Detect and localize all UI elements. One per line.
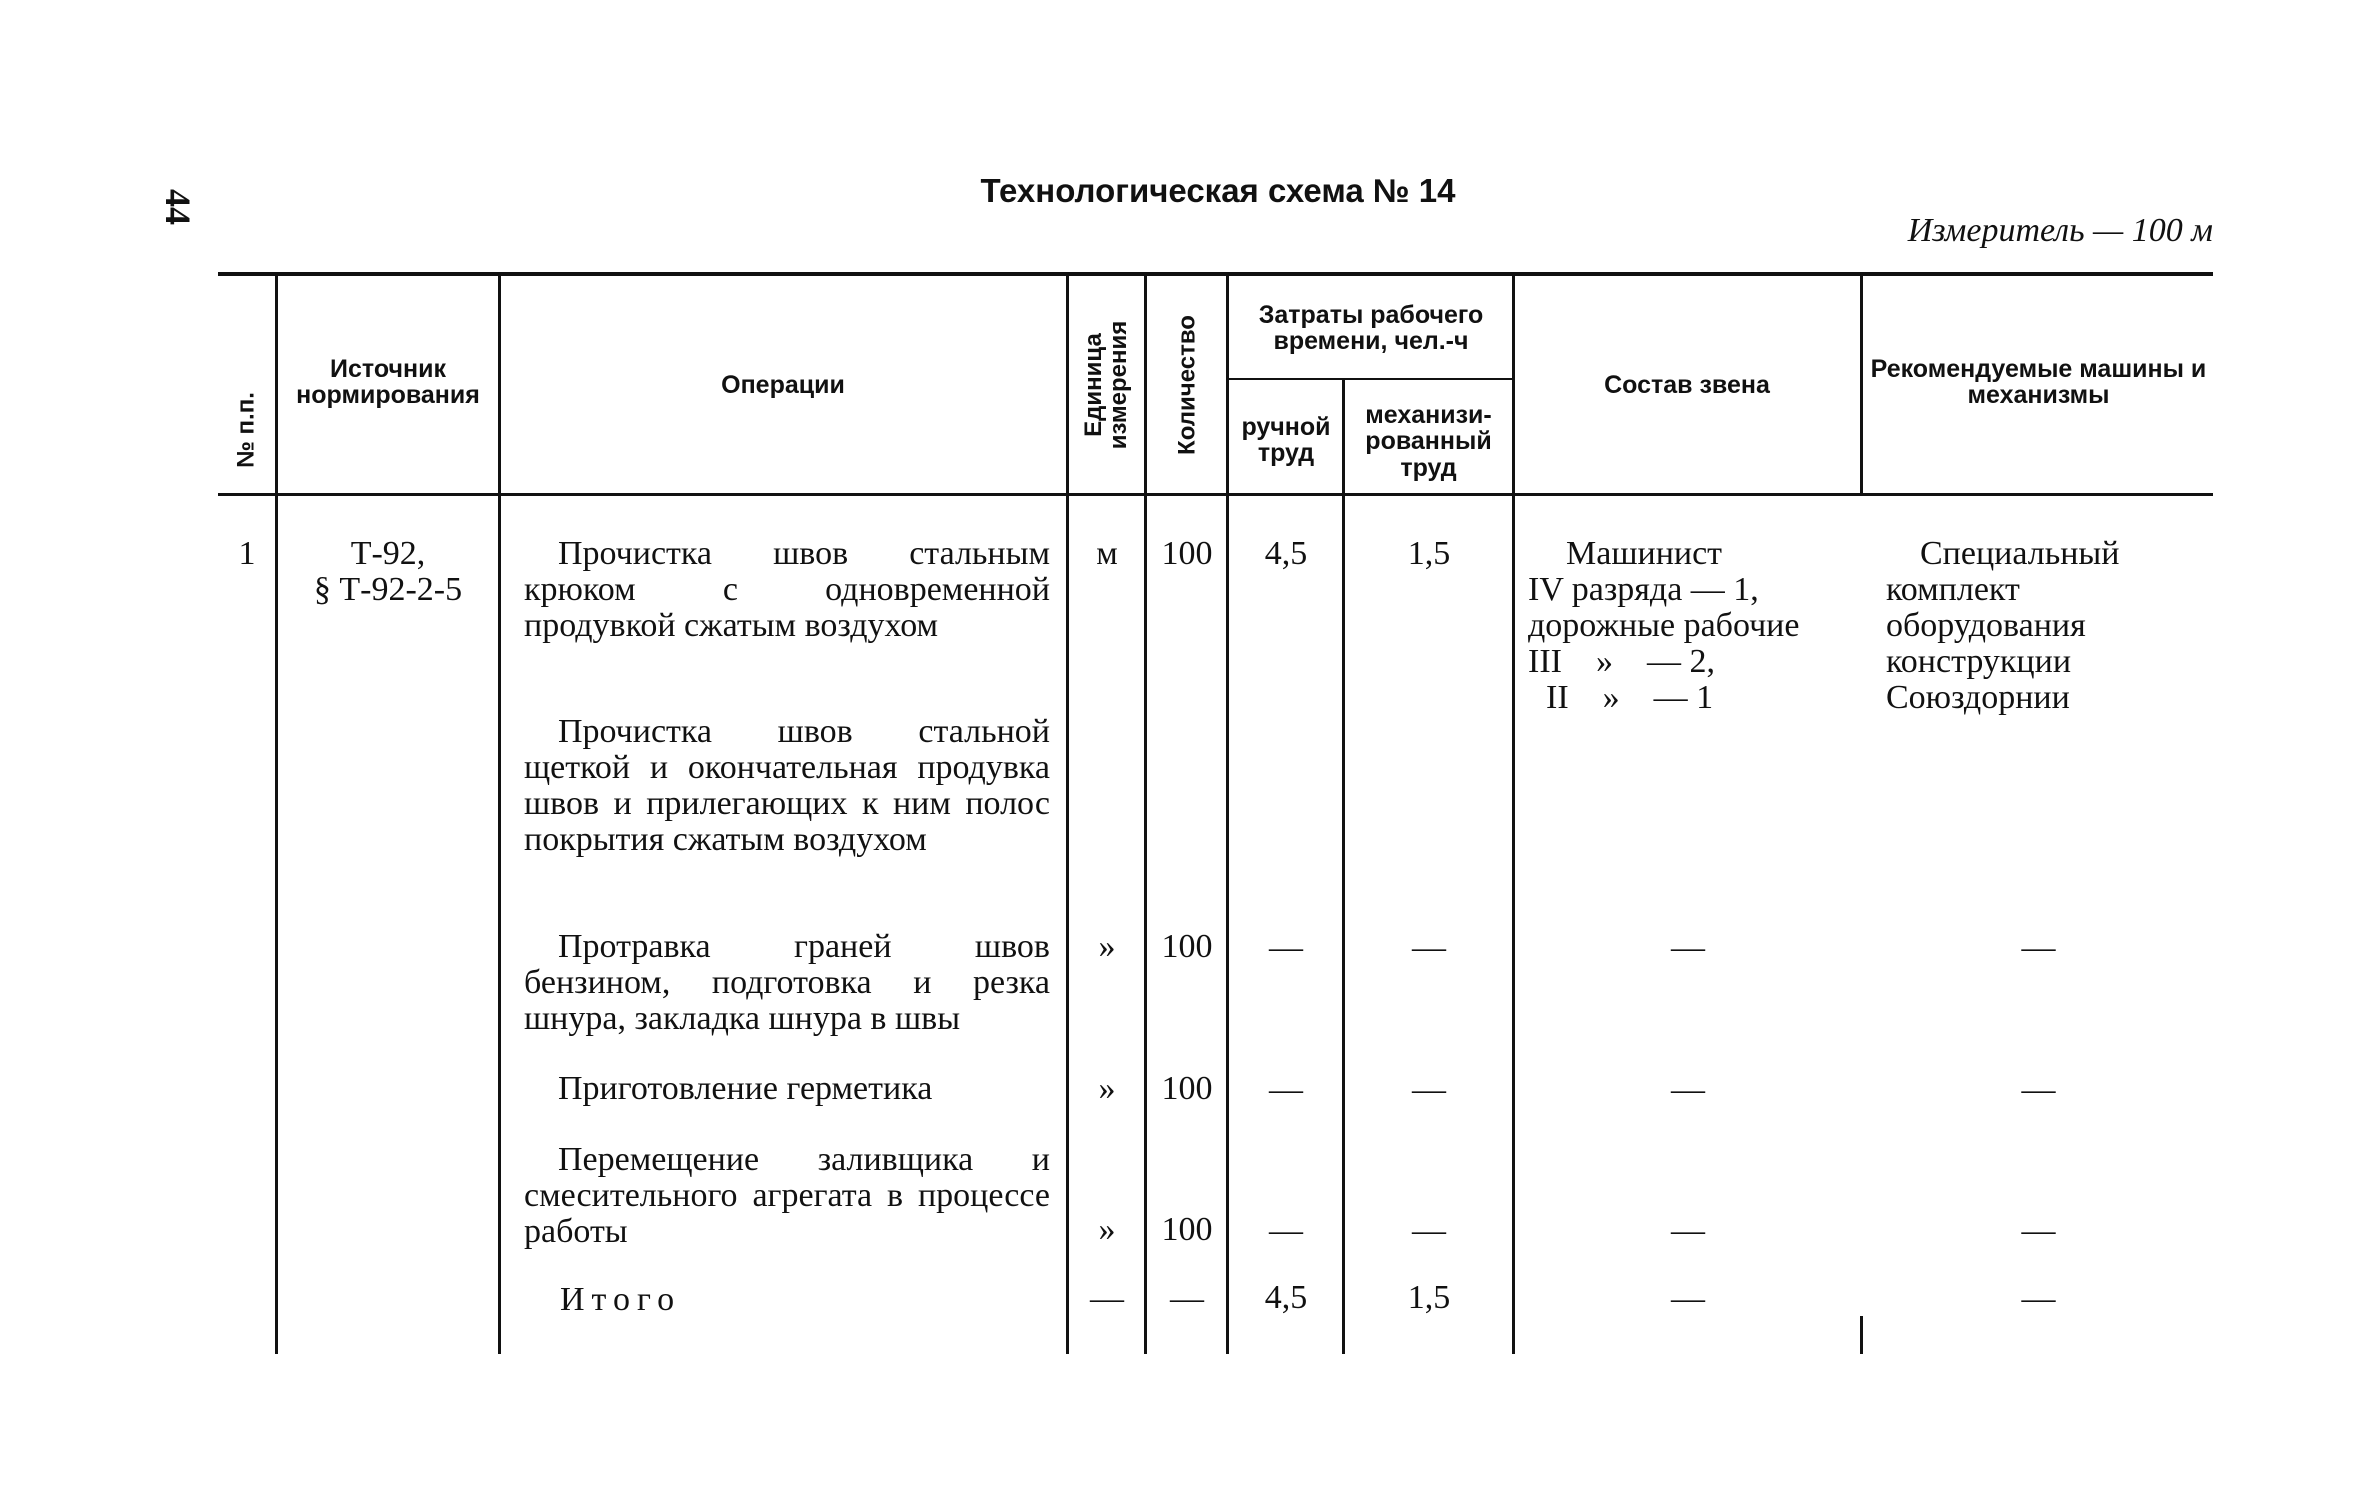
quantity-value: 100 [1161, 1070, 1213, 1107]
operation-text: Приготовление герметика [558, 1070, 933, 1107]
manual-labor-value: — [1269, 1071, 1303, 1108]
header-crew: Состав звена [1604, 371, 1770, 399]
crew-value: — [1671, 929, 1705, 966]
source-line2: § Т-92-2-5 [313, 571, 463, 608]
total-crew: — [1671, 1280, 1705, 1317]
time-costs-rule [1228, 378, 1512, 380]
col-divider [1860, 1316, 1863, 1354]
manual-labor-value: — [1269, 929, 1303, 966]
page-title: Технологическая схема № 14 [980, 172, 1456, 209]
header-num: № п.п. [232, 392, 260, 468]
mechanized-labor-value: — [1412, 1071, 1446, 1108]
operation-text: Перемещение заливщика и смесительного агрегата в процессе работы [524, 1141, 1050, 1250]
row-number: 1 [238, 535, 256, 572]
operation-text: Протравка граней швов бензином, подготовка и резка шнура, закладка шнура в швы [524, 928, 1050, 1037]
col-divider [275, 276, 278, 1354]
header-time-costs: Затраты рабочего времени, чел.-ч [1258, 301, 1484, 356]
unit-value: » [1098, 928, 1116, 965]
unit-value: » [1098, 1211, 1116, 1248]
header-unit: Единица измерения [1079, 320, 1132, 450]
col-divider [1512, 276, 1515, 1354]
machines-value: — [2021, 1071, 2056, 1108]
crew-line: дорожные рабочие [1528, 607, 1800, 644]
col-divider [1860, 276, 1863, 496]
crew-line: III » — 2, [1528, 643, 1715, 680]
mechanized-labor-value: 1,5 [1407, 535, 1451, 572]
header-machines: Рекомендуемые машины и механизмы [1870, 355, 2207, 410]
mechanized-labor-value: — [1412, 1212, 1446, 1249]
unit-value: » [1098, 1070, 1116, 1107]
col-divider [1066, 276, 1069, 1354]
total-quantity: — [1170, 1280, 1204, 1317]
col-divider [1144, 276, 1147, 1354]
quantity-value: 100 [1161, 928, 1213, 965]
machines-text: Специальный комплект оборудования конструкции Союздорнии [1886, 535, 2120, 716]
mechanized-labor-value: — [1412, 929, 1446, 966]
crew-line: IV разряда — 1, [1528, 571, 1759, 608]
col-divider [1342, 380, 1345, 1354]
manual-labor-value: — [1269, 1212, 1303, 1249]
operation-text: Прочистка швов стальным крюком с одновременной продувкой сжатым воздухом [524, 535, 1050, 644]
header-mechanized: механизированный труд [1365, 401, 1492, 482]
operation-text: Прочистка швов стальной щеткой и окончательная продувка швов и прилегающих к ним полос покрытия сжатым воздухом [524, 713, 1050, 858]
crew-line: Машинист [1566, 535, 1723, 572]
crew-line: II » — 1 [1546, 679, 1714, 716]
quantity-value: 100 [1161, 535, 1213, 572]
total-unit: — [1090, 1280, 1124, 1317]
header-bottom-rule [218, 493, 2213, 496]
source-line1: Т-92, [350, 535, 426, 572]
crew-value: — [1671, 1071, 1705, 1108]
col-divider [498, 276, 501, 1354]
total-label: Итого [560, 1281, 682, 1318]
header-quantity: Количество [1173, 315, 1201, 455]
crew-value: — [1671, 1212, 1705, 1249]
total-machines: — [2021, 1280, 2056, 1317]
total-manual: 4,5 [1264, 1279, 1308, 1316]
table-top-rule [218, 272, 2213, 276]
machines-value: — [2021, 929, 2056, 966]
machines-value: — [2021, 1212, 2056, 1249]
page-number: 44 [158, 189, 198, 225]
quantity-value: 100 [1161, 1211, 1213, 1248]
total-mechanized: 1,5 [1407, 1279, 1451, 1316]
header-operations: Операции [721, 371, 845, 399]
header-source: Источник нормирования [296, 355, 480, 410]
header-manual: ручной труд [1241, 413, 1331, 468]
manual-labor-value: 4,5 [1264, 535, 1308, 572]
measure-unit: Измеритель — 100 м [1907, 212, 2213, 249]
unit-value: м [1096, 535, 1118, 572]
col-divider [1226, 276, 1229, 1354]
